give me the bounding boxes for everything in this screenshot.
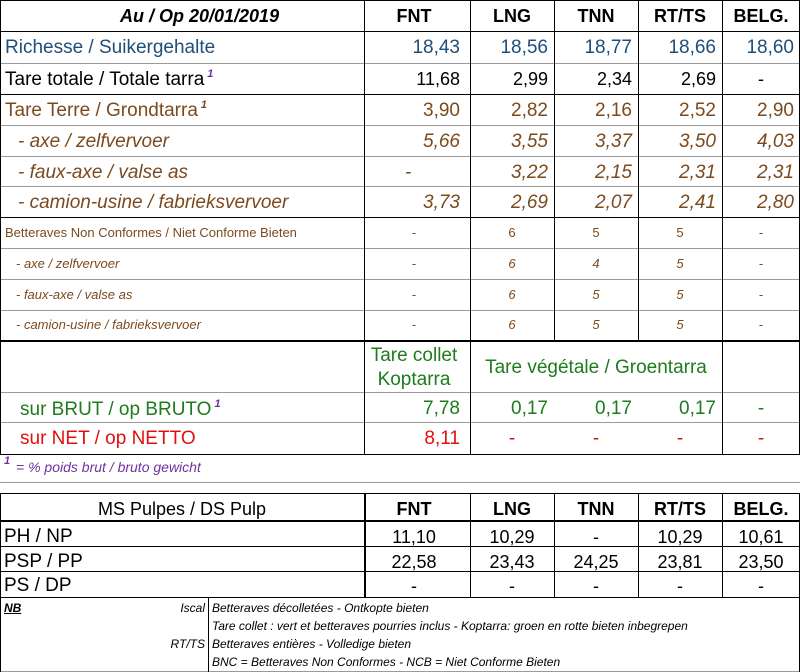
- grid-line: [0, 186, 800, 187]
- col-header-fnt: FNT: [396, 6, 432, 26]
- grid-line: [0, 392, 800, 393]
- footnote: $^1$ = % poids brut / bruto gewicht: [4, 455, 201, 475]
- bnc-belg: -: [758, 225, 764, 240]
- grid-line: [0, 0, 1, 454]
- terre-axe-rtts: 3,50: [679, 131, 716, 152]
- grid-line: [470, 340, 471, 454]
- net-rtts: -: [676, 428, 684, 449]
- bnc-faux-axe-lng: 6: [508, 287, 516, 302]
- tare-terre-belg: 2,90: [757, 100, 794, 121]
- date-header: Au / Op 20/01/2019: [120, 6, 280, 26]
- row-label-bnc: Betteraves Non Conformes / Niet Conforme Bieten: [5, 225, 297, 240]
- tare-terre-lng: 2,82: [511, 100, 548, 121]
- bnc-rtts: 5: [676, 225, 684, 240]
- bnc-axe-rtts: 5: [676, 256, 684, 271]
- bnc-camion-belg: -: [758, 317, 764, 332]
- grid-line: [0, 520, 800, 522]
- terre-axe-lng: 3,55: [511, 131, 548, 152]
- grid-line: [0, 597, 800, 598]
- bnc-tnn: 5: [592, 225, 600, 240]
- grid-line: [470, 493, 471, 597]
- tare-terre-tnn: 2,16: [595, 100, 632, 121]
- grid-line: [0, 217, 800, 218]
- pulp-ps-rtts: -: [677, 576, 683, 596]
- grid-line: [0, 422, 800, 423]
- row-label-bnc-faux-axe: - faux-axe / valse as: [16, 287, 133, 302]
- row-label-tare-totale: Tare totale / Totale tarra $^1$: [5, 68, 214, 90]
- tare-totale-fnt: 11,68: [416, 69, 460, 89]
- row-label-terre-camion-usine: - camion-usine / fabrieksvervoer: [18, 192, 289, 213]
- tare-terre-rtts: 2,52: [679, 100, 716, 121]
- pulp-ph-fnt: 11,10: [392, 527, 436, 547]
- richesse-fnt: 18,43: [412, 37, 460, 58]
- note-key-rtts: RT/TS: [170, 637, 205, 651]
- notes-nb: NB: [4, 601, 22, 615]
- terre-faux-axe-fnt: -: [405, 162, 412, 183]
- pulp-ps-tnn: -: [593, 576, 599, 596]
- grid-line: [722, 493, 723, 597]
- tare-terre-fnt: 3,90: [423, 100, 460, 121]
- row-label-terre-faux-axe: - faux-axe / valse as: [18, 162, 189, 183]
- grid-line: [0, 31, 800, 32]
- row-label-terre-axe: - axe / zelfvervoer: [18, 131, 169, 152]
- pulp-psp-tnn: 24,25: [573, 552, 619, 572]
- richesse-tnn: 18,77: [584, 37, 632, 58]
- bnc-camion-rtts: 5: [676, 317, 684, 332]
- col-header-belg: BELG.: [733, 6, 789, 26]
- pulp-row-label-psp: PSP / PP: [4, 551, 83, 572]
- tare-vegetale-header: Tare végétale / Groentarra: [485, 357, 707, 378]
- bnc-axe-fnt: -: [411, 256, 417, 271]
- bnc-camion-fnt: -: [411, 317, 417, 332]
- brut-lng: 0,17: [511, 398, 548, 419]
- pulp-row-label-ph: PH / NP: [4, 526, 73, 547]
- bnc-faux-axe-tnn: 5: [592, 287, 600, 302]
- grid-line: [0, 493, 1, 597]
- pulp-col-belg: BELG.: [733, 499, 789, 519]
- pulp-col-tnn: TNN: [577, 499, 615, 519]
- note-iscal: Betteraves décolletées - Ontkopte bieten: [212, 601, 429, 615]
- tare-totale-lng: 2,99: [512, 69, 548, 89]
- net-lng: -: [508, 428, 516, 449]
- terre-axe-belg: 4,03: [757, 131, 794, 152]
- bnc-faux-axe-belg: -: [758, 287, 764, 302]
- pulp-psp-lng: 23,43: [489, 552, 535, 572]
- pulp-psp-rtts: 23,81: [657, 552, 703, 572]
- pulp-row-label-ps: PS / DP: [4, 575, 72, 596]
- footnote-marker: 1: [214, 398, 221, 410]
- col-header-lng: LNG: [493, 6, 531, 26]
- pulp-ph-belg: 10,61: [738, 527, 784, 547]
- pulp-psp-belg: 23,50: [738, 552, 784, 572]
- col-header-rtts: RT/TS: [654, 6, 706, 26]
- bnc-axe-belg: -: [758, 256, 764, 271]
- richesse-belg: 18,60: [746, 37, 794, 58]
- grid-line: [0, 597, 1, 672]
- note-bnc: BNC = Betteraves Non Conformes - NCB = Niet Conforme Bieten: [212, 655, 561, 669]
- terre-axe-tnn: 3,37: [595, 131, 632, 152]
- brut-belg: -: [757, 398, 765, 419]
- bnc-axe-lng: 6: [508, 256, 516, 271]
- bnc-lng: 6: [508, 225, 516, 240]
- pulp-col-rtts: RT/TS: [654, 499, 706, 519]
- tare-totale-belg: -: [758, 69, 764, 89]
- grid-line: [0, 125, 800, 126]
- bnc-axe-tnn: 4: [592, 256, 600, 271]
- grid-line: [0, 340, 800, 342]
- brut-rtts: 0,17: [679, 398, 716, 419]
- row-label-sur-brut: sur BRUT / op BRUTO $^1$: [20, 398, 221, 420]
- bnc-faux-axe-rtts: 5: [676, 287, 684, 302]
- grid-line: [722, 0, 723, 454]
- grid-line: [0, 63, 800, 64]
- row-label-richesse: Richesse / Suikergehalte: [5, 37, 216, 58]
- pulp-ph-lng: 10,29: [489, 527, 535, 547]
- terre-faux-axe-tnn: 2,15: [595, 162, 632, 183]
- grid-line: [470, 0, 471, 340]
- grid-line: [0, 454, 800, 455]
- grid-line: [0, 546, 800, 547]
- grid-line: [364, 493, 366, 597]
- grid-line: [554, 0, 555, 340]
- brut-tnn: 0,17: [595, 398, 632, 419]
- bnc-camion-tnn: 5: [592, 317, 600, 332]
- grid-line: [364, 0, 365, 454]
- pulp-ps-fnt: -: [411, 576, 417, 596]
- terre-axe-fnt: 5,66: [423, 131, 460, 152]
- pulp-psp-fnt: 22,58: [391, 552, 437, 572]
- footnote-marker: 1: [207, 68, 214, 80]
- note-key-iscal: Iscal: [180, 601, 205, 615]
- row-label-bnc-camion-usine: - camion-usine / fabrieksvervoer: [16, 317, 201, 332]
- row-label-tare-terre: Tare Terre / Grondtarra $^1$: [5, 99, 208, 121]
- terre-camion-fnt: 3,73: [423, 192, 460, 213]
- grid-line: [554, 493, 555, 597]
- koptarra-header: Koptarra: [377, 369, 451, 390]
- grid-line: [0, 310, 800, 311]
- pulp-ph-rtts: 10,29: [657, 527, 703, 547]
- net-tnn: -: [592, 428, 600, 449]
- terre-camion-lng: 2,69: [511, 192, 548, 213]
- col-header-tnn: TNN: [577, 6, 615, 26]
- pulp-ph-tnn: -: [593, 527, 599, 547]
- pulp-ps-lng: -: [509, 576, 515, 596]
- grid-line: [638, 0, 639, 340]
- tare-totale-tnn: 2,34: [596, 69, 632, 89]
- terre-faux-axe-rtts: 2,31: [679, 162, 716, 183]
- footnote-marker: 1: [200, 99, 208, 111]
- bnc-fnt: -: [411, 225, 417, 240]
- bnc-camion-lng: 6: [508, 317, 516, 332]
- grid-line: [0, 94, 800, 95]
- grid-line: [0, 482, 800, 483]
- row-label-sur-net: sur NET / op NETTO: [20, 428, 196, 449]
- grid-line: [0, 493, 800, 494]
- brut-fnt: 7,78: [423, 398, 460, 419]
- grid-line: [0, 0, 800, 1]
- pulp-col-lng: LNG: [493, 499, 531, 519]
- terre-faux-axe-lng: 3,22: [511, 162, 548, 183]
- grid-line: [0, 279, 800, 280]
- pulp-title: MS Pulpes / DS Pulp: [97, 499, 267, 519]
- grid-line: [0, 248, 800, 249]
- net-fnt: 8,11: [424, 428, 460, 449]
- bnc-faux-axe-fnt: -: [411, 287, 417, 302]
- pulp-col-fnt: FNT: [396, 499, 432, 519]
- terre-faux-axe-belg: 2,31: [757, 162, 794, 183]
- note-tare-collet: Tare collet : vert et betteraves pourries inclus - Koptarra: groen en rotte bieten inbegrepen: [212, 619, 688, 633]
- net-belg: -: [757, 428, 765, 449]
- grid-line: [208, 597, 209, 672]
- terre-camion-tnn: 2,07: [595, 192, 632, 213]
- pulp-ps-belg: -: [758, 576, 764, 596]
- grid-line: [638, 493, 639, 597]
- richesse-rtts: 18,66: [668, 37, 716, 58]
- row-label-bnc-axe: - axe / zelfvervoer: [16, 256, 120, 271]
- richesse-lng: 18,56: [500, 37, 548, 58]
- terre-camion-belg: 2,80: [757, 192, 794, 213]
- note-rtts: Betteraves entières - Volledige bieten: [212, 637, 412, 651]
- tare-totale-rtts: 2,69: [680, 69, 716, 89]
- grid-line: [0, 156, 800, 157]
- grid-line: [0, 571, 800, 572]
- tare-collet-header: Tare collet: [370, 345, 458, 366]
- terre-camion-rtts: 2,41: [679, 192, 716, 213]
